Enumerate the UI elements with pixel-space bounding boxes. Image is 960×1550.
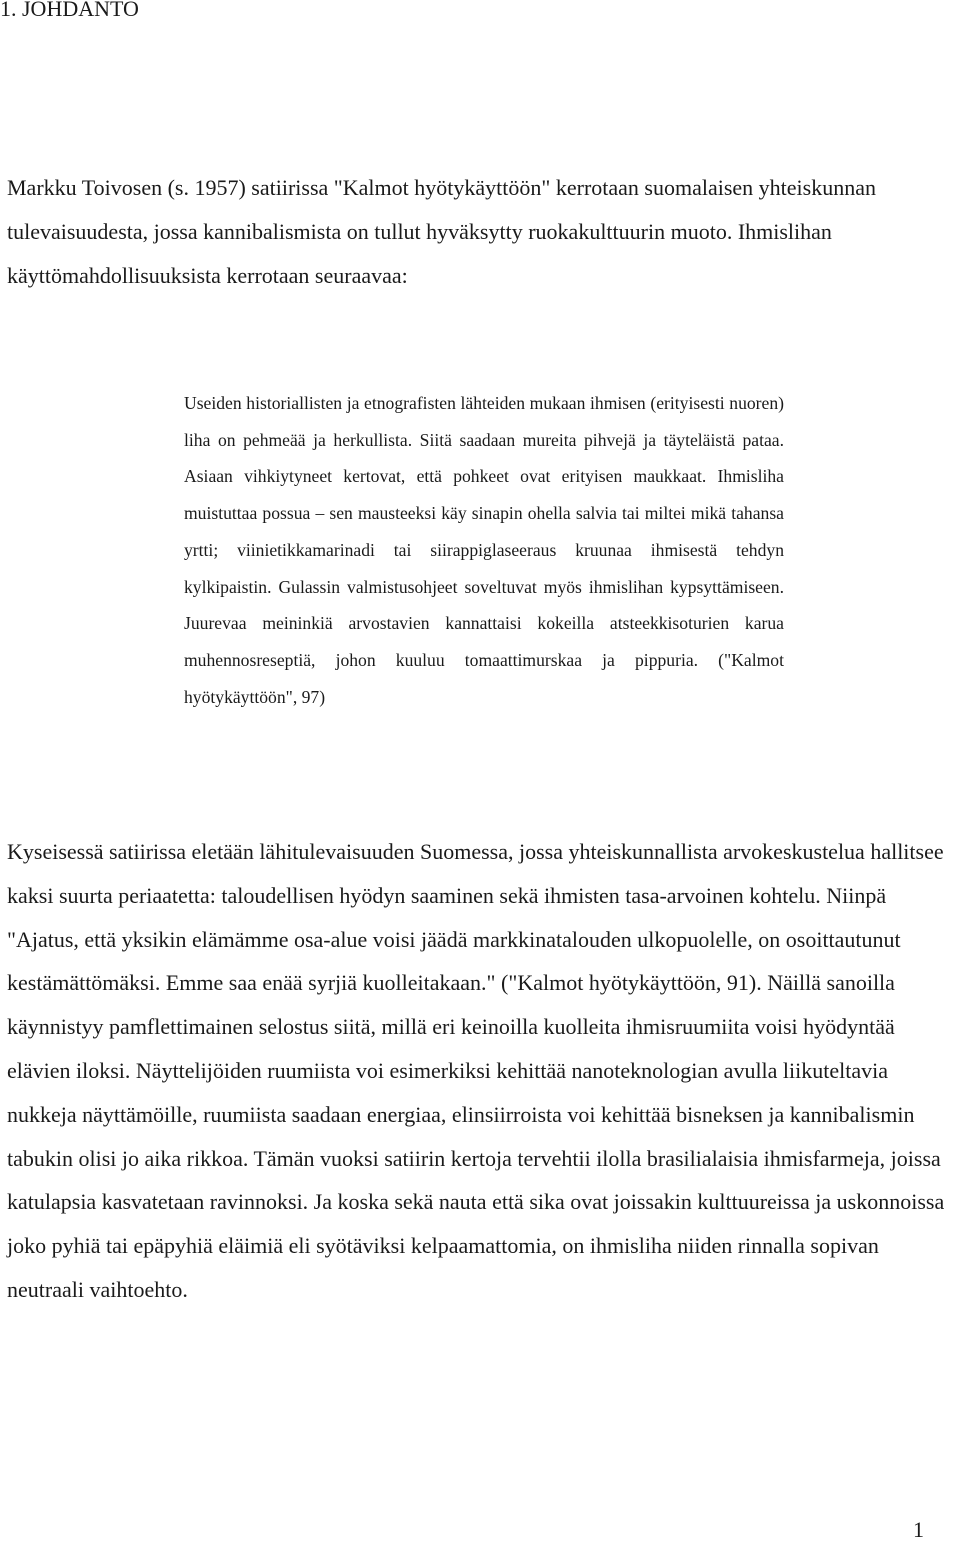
body-paragraph: Kyseisessä satiirissa eletään lähitulevaisuuden Suomessa, jossa yhteiskunnallista arvokeskustelua hallitsee kaksi suurta periaatetta: taloudellisen hyödyn saaminen sekä ihmisten tasa-arvoinen kohtelu. Niinpä "Ajatus, että yksikin elämämme osa-alue voisi jäädä markkinatalouden ulkopuolelle, on osoittautunut kestämättömäksi. Emme saa enää syrjiä kuolleitakaan." ("Kalmot hyötykäyttöön, 91). Näillä sanoilla käynnistyy pamflettimainen selostus siitä, millä eri keinoilla kuolleita ihmisruumiita voisi hyödyntää elävien iloksi. Näyttelijöiden ruumiista voi esimerkiksi kehittää nanoteknologian avulla liikuteltavia nukkeja näyttämöille, ruumiista saadaan energiaa, elinsiirroista voi kehittää bisneksen ja kannibalismin tabukin olisi jo aika rikkoa. Tämän vuoksi satiirin kertoja tervehtii ilolla brasilialaisia ihmisfarmeja, joissa katulapsia kasvatetaan ravinnoksi. Ja koska sekä nauta että sika ovat joissakin kulttuureissa ja uskonnoissa joko pyhiä tai epäpyhiä eläimiä eli syötäviksi kelpaamattomia, on ihmisliha niiden rinnalla sopivan neutraali vaihtoehto. <box>7 839 945 1302</box>
section-heading: 1. JOHDANTO <box>0 0 139 21</box>
intro-paragraph: Markku Toivosen (s. 1957) satiirissa "Kalmot hyötykäyttöön" kerrotaan suomalaisen yhteiskunnan tulevaisuudesta, jossa kannibalismista on tullut hyväksytty ruokakulttuurin muoto. Ihmislihan käyttömahdollisuuksista kerrotaan seuraavaa: <box>7 175 876 288</box>
block-quote: Useiden historiallisten ja etnografisten lähteiden mukaan ihmisen (erityisesti nuoren) liha on pehmeää ja herkullista. Siitä saadaan mureita pihvejä ja täyteläistä pataa. Asiaan vihkiytyneet kertovat, että pohkeet ovat erityisen maukkaat. Ihmisliha muistuttaa possua – sen mausteeksi käy sinapin ohella salvia tai miltei mikä tahansa yrtti; viinietikkamarinadi tai siirappiglaseeraus kruunaa ihmisestä tehdyn kylkipaistin. Gulassin valmistusohjeet soveltuvat myös ihmislihan kypsyttämiseen. Juurevaa meininkiä arvostavien kannattaisi kokeilla atsteekkisoturien karua muhennosreseptiä, johon kuuluu tomaattimurskaa ja pippuria. ("Kalmot hyötykäyttöön", 97) <box>184 393 784 707</box>
page-number: 1 <box>913 1517 924 1542</box>
